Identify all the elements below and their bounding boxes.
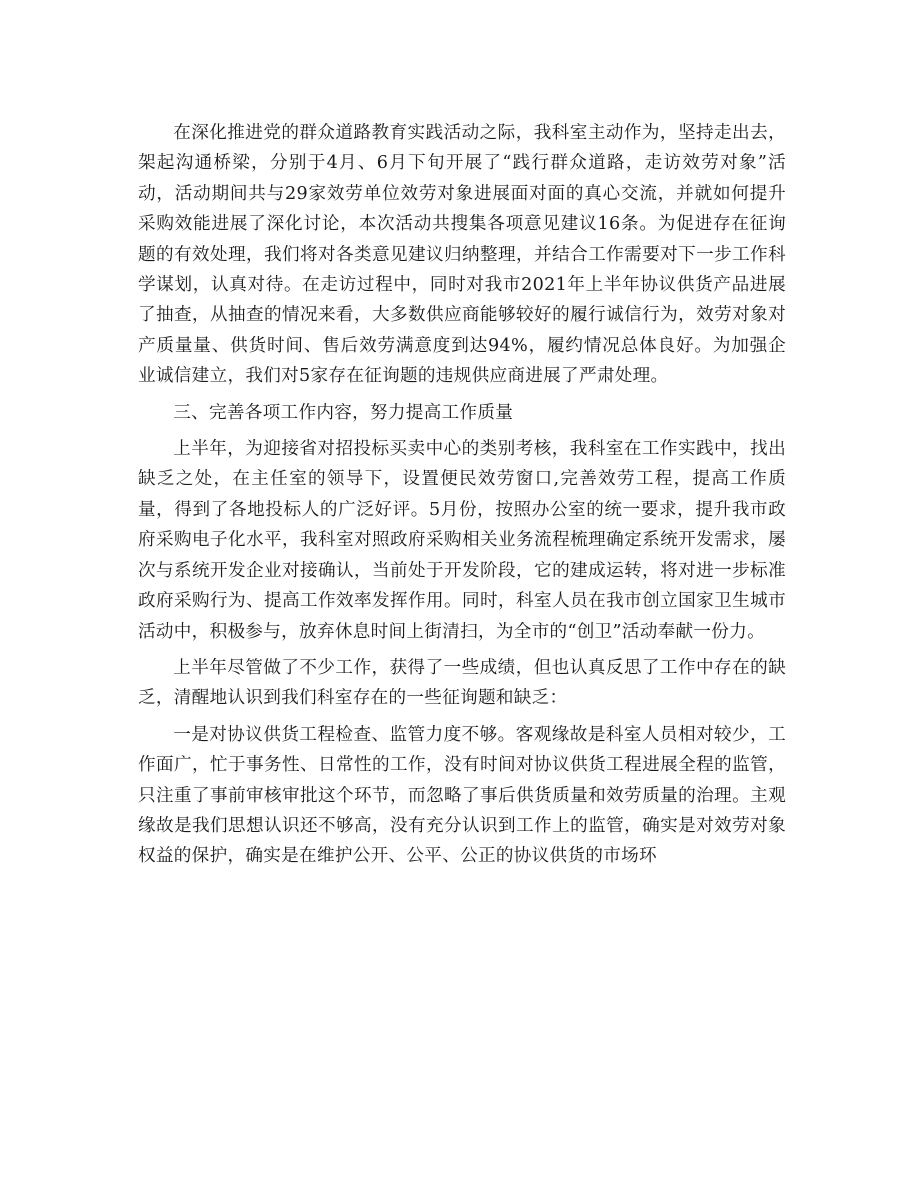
paragraph-problem-one: 一是对协议供货工程检查、监管力度不够。客观缘故是科室人员相对较少，工作面广，忙于事务性、日常性的工作，没有时间对协议供货工程进展全程的监管，只注重了事前审核审批这个环节，而忽略了事后供货质量和效劳质量的治理。主观缘故是我们思想认识还不够高，没有充分认识到工作上的监管，确实是对效劳对象权益的保护，确实是在维护公开、公平、公正的协议供货的市场环 [138,724,786,867]
section-heading-three: 三、完善各项工作内容，努力提高工作质量 [173,402,514,423]
document-body [138,118,786,878]
paragraph-first-half-work: 上半年，为迎接省对招投标买卖中心的类别考核，我科室在工作实践中，找出缺乏之处，在主任室的领导下，设置便民效劳窗口,完善效劳工程，提高工作质量，得到了各地投标人的广泛好评。5月份，按照办公室的统一要求，提升我市政府采购电子化水平，我科室对照政府采购相关业务流程梳理确定系统开发需求，屡次与系统开发企业对接确认，当前处于开发阶段，它的建成运转，将对进一步标准政府采购行为、提高工作效率发挥作用。同时，科室人员在我市创立国家卫生城市活动中，积极参与，放弃休息时间上街清扫，为全市的“创卫”活动奉献一份力。 [138,439,786,642]
paragraph-visit-activity: 在深化推进党的群众道路教育实践活动之际，我科室主动作为，坚持走出去，架起沟通桥梁，分别于4月、6月下旬开展了“践行群众道路，走访效劳对象”活动，活动期间共与29家效劳单位效劳对象进展面对面的真心交流，并就如何提升采购效能进展了深化讨论，本次活动共搜集各项意见建议16条。为促进存在征询题的有效处理，我们将对各类意见建议归纳整理，并结合工作需要对下一步工作科学谋划，认真对待。在走访过程中，同时对我市2021年上半年协议供货产品进展了抽查，从抽查的情况来看，大多数供应商能够较好的履行诚信行为，效劳对象对产质量量、供货时间、售后效劳满意度到达94%，履约情况总体良好。为加强企业诚信建立，我们对5家存在征询题的违规供应商进展了严肃处理。 [138,123,786,387]
paragraph-reflection: 上半年尽管做了不少工作，获得了一些成绩，但也认真反思了工作中存在的缺乏，清醒地认识到我们科室存在的一些征询题和缺乏： [138,657,786,709]
